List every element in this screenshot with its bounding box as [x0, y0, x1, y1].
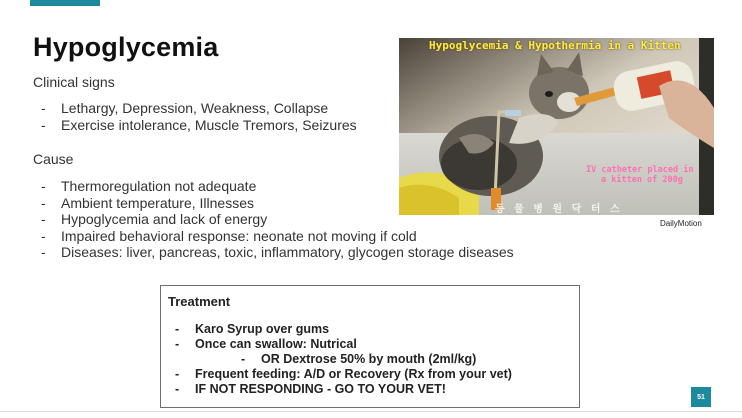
bottom-divider	[0, 411, 742, 412]
list-item: - Impaired behavioral response: neonate not moving if cold	[33, 228, 523, 245]
list-item: - Diseases: liver, pancreas, toxic, inflammatory, glycogen storage diseases	[33, 244, 523, 261]
list-item: - Frequent feeding: A/D or Recovery (Rx from your vet)	[175, 367, 512, 382]
slide-title: Hypoglycemia	[33, 32, 219, 62]
list-item: - IF NOT RESPONDING - GO TO YOUR VET!	[175, 382, 512, 397]
photo-credit: DailyMotion	[660, 219, 702, 228]
list-item: - Hypoglycemia and lack of energy	[33, 211, 523, 228]
cause-heading: Cause	[33, 151, 74, 167]
list-item: - Lethargy, Depression, Weakness, Collapse	[33, 100, 357, 117]
list-item: - Once can swallow: Nutrical	[175, 337, 512, 352]
photo-title-overlay: Hypoglycemia & Hypothermia in a Kitten	[429, 39, 681, 52]
treatment-list	[175, 322, 512, 397]
list-item: - Ambient temperature, Illnesses	[33, 195, 523, 212]
list-item: - Karo Syrup over gums	[175, 322, 512, 337]
page-number-badge: 51	[691, 387, 711, 407]
list-item: - OR Dextrose 50% by mouth (2ml/kg)	[175, 352, 512, 367]
kitten-photo-illustration	[399, 38, 714, 215]
treatment-heading: Treatment	[168, 294, 231, 309]
clinical-signs-heading: Clinical signs	[33, 74, 115, 90]
kitten-photo	[399, 38, 714, 215]
list-item: - Exercise intolerance, Muscle Tremors, Seizures	[33, 117, 357, 134]
photo-caption-line1: IV catheter placed in	[586, 165, 694, 175]
photo-caption-line2: a kitten of 200g	[601, 175, 683, 185]
top-accent-bar	[30, 0, 100, 6]
treatment-box	[160, 285, 580, 408]
list-item: - Thermoregulation not adequate	[33, 178, 523, 195]
photo-watermark: 동 물 병 원 닥 터 스	[495, 204, 623, 215]
clinical-signs-list	[33, 100, 357, 133]
